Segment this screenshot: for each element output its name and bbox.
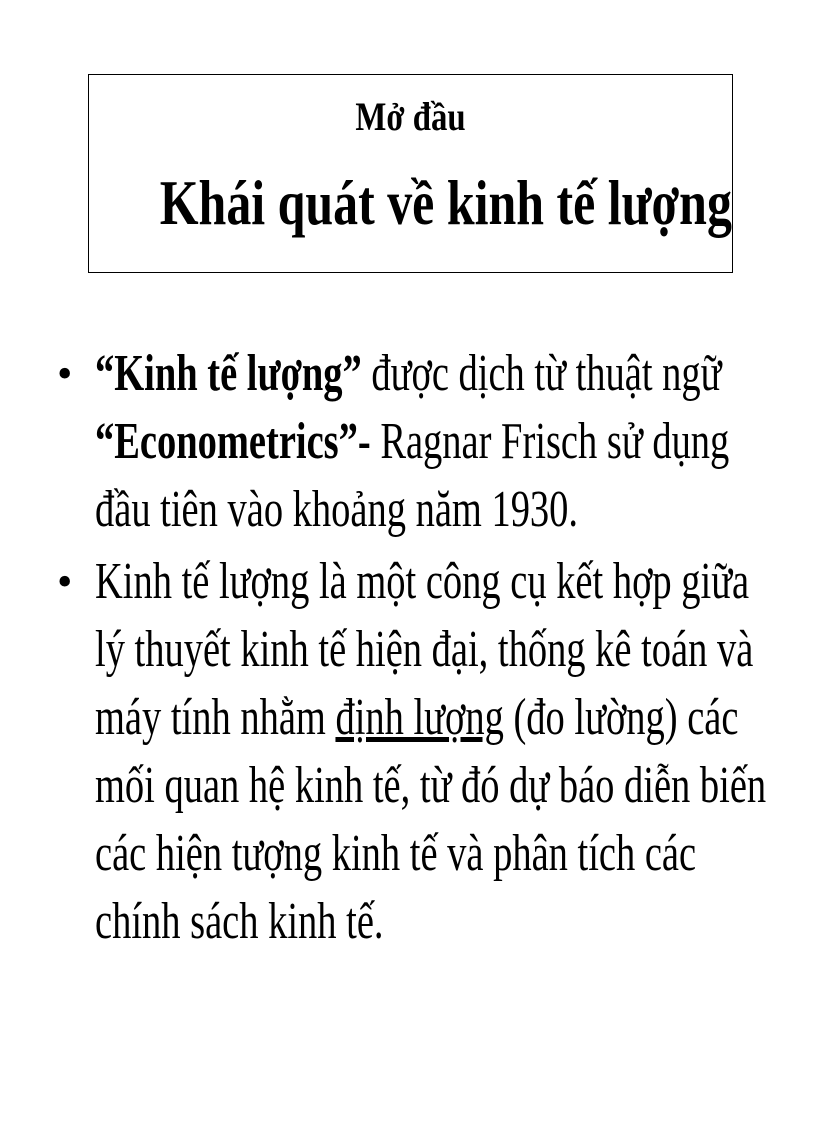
bullet-item-2	[55, 548, 815, 956]
bullet-2-line-6: chính sách kinh tế.	[95, 893, 384, 950]
section-label: Mở đầu	[355, 94, 466, 139]
bullet-item-1	[55, 340, 815, 544]
bullet-2-line-1: Kinh tế lượng là một công cụ kết hợp giữa	[95, 553, 750, 610]
bullet-1-line-2: “Econometrics”- Ragnar Frisch sử dụng	[95, 413, 730, 470]
bullet-2-line-3: máy tính nhằm định lượng (đo lường) các	[95, 689, 739, 746]
bullet-dot-icon: •	[57, 557, 73, 606]
bullet-1-line-1: “Kinh tế lượng” được dịch từ thuật ngữ	[95, 345, 722, 402]
term-kinh-te-luong: “Kinh tế lượng”	[95, 345, 362, 402]
bullet-2-line-4: mối quan hệ kinh tế, từ đó dự báo diễn biến	[95, 757, 767, 814]
bullet-list	[55, 340, 815, 956]
page-title: Khái quát về kinh tế lượng	[159, 167, 732, 238]
bullet-2-line-5: các hiện tượng kinh tế và phân tích các	[95, 825, 697, 882]
bullet-2-line-2: lý thuyết kinh tế hiện đại, thống kê toán và	[95, 621, 754, 678]
bullet-1-line-3: đầu tiên vào khoảng năm 1930.	[95, 481, 579, 538]
bullet-dot-icon: •	[57, 349, 73, 398]
underlined-term: định lượng	[335, 689, 504, 746]
title-box	[88, 74, 733, 273]
term-econometrics: “Econometrics”-	[95, 413, 371, 470]
